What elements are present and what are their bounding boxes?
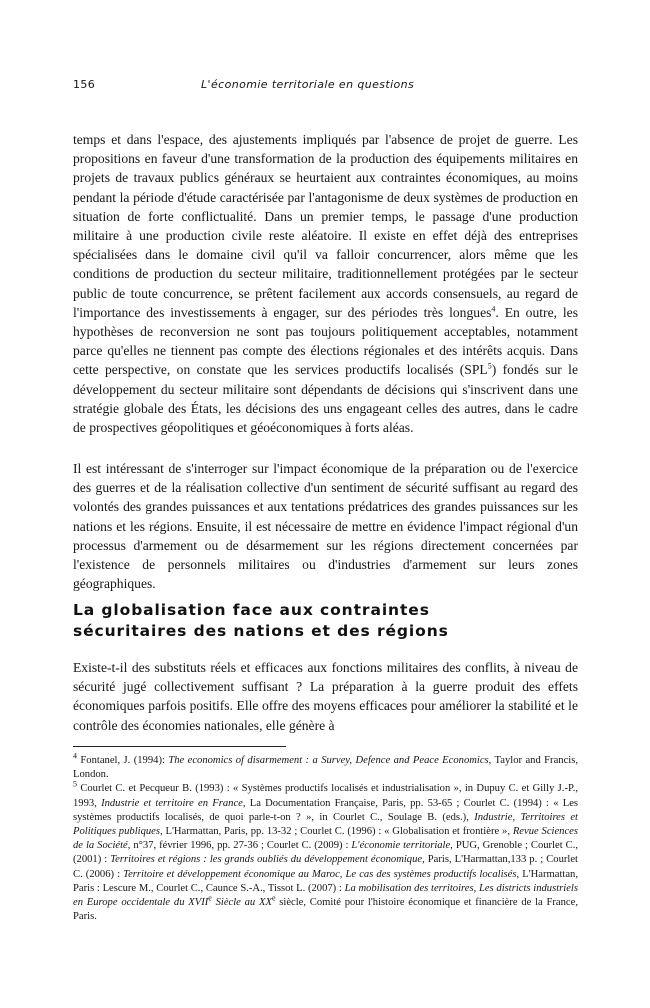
paragraph-1-text-a: temps et dans l'espace, des ajustements impliqués par l'absence de projet de guerre. Les propositions en faveur d'une transformation de la production des équipements militaires en projets de travaux publics généraux se heurtaient aux contraintes économiques, au moins pendant la période d'étude caractérisée par l'antagonisme de deux systèmes de production en situation de forte conflictualité. Dans un premier temps, le passage d'une production militaire à une production civile reste aléatoire. Il existe en effet déjà des entreprises spécialisées dans le domaine civil qu'il va falloir concurrencer, alors même que les conditions de production du secteur militaire, traditionnellement protégées par le secteur public de toute concurrence, se prêtent facilement aux accords consensuels, au regard de l'importance des investissements à engager, sur des périodes très longues — [73, 132, 578, 320]
footnote-5-title: Territoire et développement économique au Maroc, Le cas des systèmes productifs localisés — [123, 868, 517, 880]
footnote-4-text-a: Fontanel, J. (1994): — [77, 755, 169, 766]
paragraph-1-text-c: ) fondés sur le développement du secteur militaire sont dépendants de décisions qui s'inscrivent dans une stratégie globale des États, les décisions des uns engageant celles des autres, dans le cadre de prospectives géopolitiques et géoéconomiques à forts aléas. — [73, 362, 578, 436]
running-header — [73, 78, 578, 96]
footnote-5-text: , n°37, février 1996, pp. 27-36 ; Courlet C. (2009) : — [127, 840, 352, 852]
footnote-5-text: Courlet C. et Pecqueur B. (1993) : « Systèmes productifs localisés et industrialisation », in Dupuy C. et Gilly J.-P., 1993, — [73, 783, 578, 809]
section-paragraph: Existe-t-il des substituts réels et efficaces aux fonctions militaires des conflits, à niveau de sécurité jugé collectivement suffisant ? La préparation à la guerre produit des effets économiques parfois positifs. Elle offre des moyens efficaces pour améliorer la stabilité et le contrôle des économies nationales, elle génère à — [73, 660, 578, 733]
footnote-5-title: Industrie et territoire en France — [101, 797, 243, 809]
footnote-5-title: Territoires et régions : les grands oubliés du développement économique — [110, 854, 423, 866]
footnote-5-title: Industrie, Territoires et Politiques publiques — [73, 811, 578, 838]
running-title: L'économie territoriale en questions — [201, 78, 415, 91]
footnote-ref-5[interactable]: 5 — [487, 361, 492, 371]
footnote-5 — [73, 779, 579, 924]
section-heading — [73, 600, 578, 642]
footnote-5-text: , L'Harmattan, Paris, pp. 13-32 ; Courlet C. (1996) : « Globalisation et frontière », — [160, 826, 513, 838]
footnote-5-text: , L'Harmattan, Paris : Lescure M., Courlet C., Caunce S.-A., Tissot L. (2007) : — [73, 868, 578, 894]
section-heading-line-2: sécuritaires des nations et des régions — [73, 622, 449, 640]
body-paragraph-1 — [73, 130, 578, 437]
page-number: 156 — [73, 78, 96, 91]
footnote-5-text: , PUG, Grenoble ; Courlet C., (2001) : — [73, 840, 579, 866]
footnote-5-mark: 5 — [73, 779, 77, 789]
footnote-divider — [73, 746, 286, 747]
section-heading-line-1: La globalisation face aux contraintes — [73, 601, 430, 619]
footnote-5-title: L'économie territoriale — [351, 840, 451, 852]
footnote-4-text-b: , Taylor and Francis, London. — [73, 755, 578, 781]
paragraph-1-text-b: . En outre, les hypothèses de reconversion ne sont pas toujours politiquement acceptables, notamment parce qu'elles ne tiennent pas compte des élections régionales et des intérêts acquis. Dans cette perspective, on constate que les services productifs localisés (SPL — [73, 304, 578, 378]
footnote-4-mark: 4 — [73, 751, 77, 761]
footnote-5-title: Siècle au XX — [211, 897, 272, 909]
footnote-5-superscript: e — [271, 893, 276, 903]
footnote-4-title: The economics of disarmement : a Survey, Defence and Peace Economics — [168, 755, 489, 766]
footnote-ref-4[interactable]: 4 — [491, 304, 496, 314]
body-paragraph-2: Il est intéressant de s'interroger sur l'impact économique de la préparation ou de l'exercice des guerres et de la réalisation collective d'un sentiment de sécurité suffisant au regard des volontés des grandes puissances et aux tentations prédatrices des grandes puissances sur les nations et les régions. Ensuite, il est nécessaire de mettre en évidence l'impact régional d'un processus d'armement ou de désarmement sur les régions directement concernées par l'existence de personnels militaires ou d'industries d'armement sur leurs zones géographiques. — [73, 461, 578, 592]
footnote-5-title: Revue Sciences de la Société — [73, 826, 578, 852]
footnote-5-text: , La Documentation Française, Paris, pp. 53-65 ; Courlet C. (1994) : « Les systèmes productifs localisés, de quoi parle-t-on ? », in Courlet C., Soulage B. (eds.), — [73, 797, 579, 823]
footnote-5-title: La mobilisation des territoires, Les districts industriels en Europe occidentale du XVII — [73, 882, 578, 909]
footnote-5-text: siècle, Comité pour l'histoire économique et financière de la France, Paris. — [73, 897, 578, 923]
footnote-5-text: , Paris, L'Harmattan,133 p. ; Courlet C. (2006) : — [73, 854, 578, 880]
footnote-5-superscript: e — [208, 893, 212, 903]
footnote-4 — [73, 751, 578, 782]
footnotes — [73, 751, 579, 924]
